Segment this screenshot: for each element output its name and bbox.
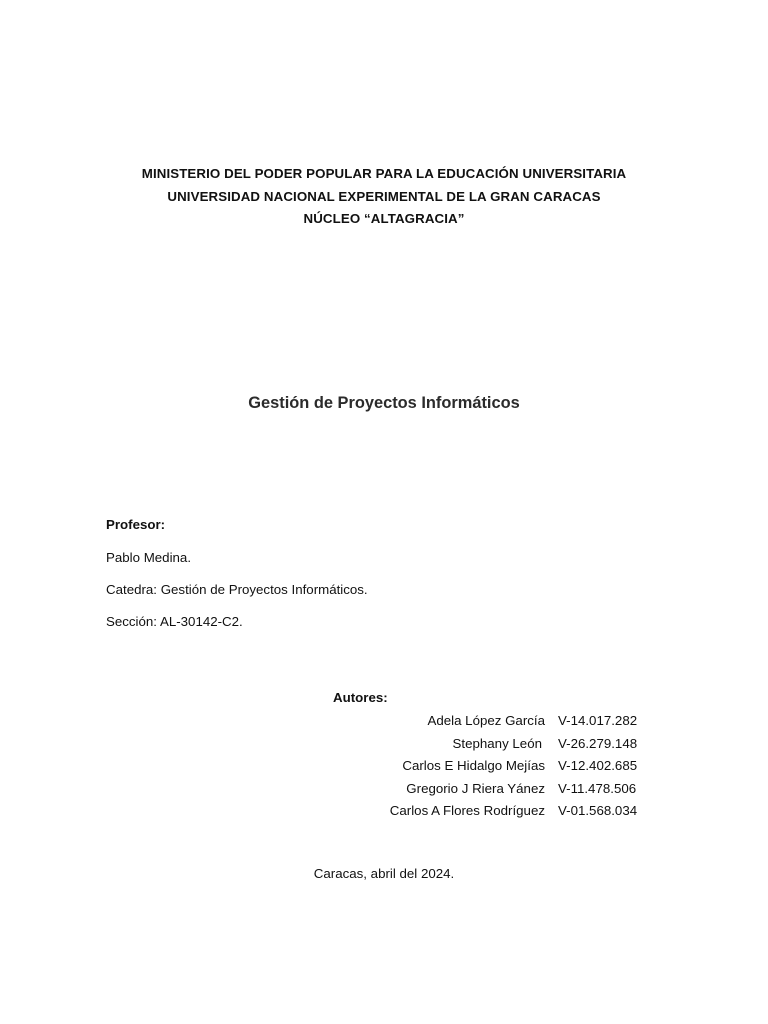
author-id: V-11.478.506 bbox=[558, 780, 637, 796]
header-ministry: MINISTERIO DEL PODER POPULAR PARA LA EDUCACIÓN UNIVERSITARIA bbox=[141, 166, 627, 181]
header-nucleus: NÚCLEO “ALTAGRACIA” bbox=[303, 211, 465, 226]
authors-label: Autores: bbox=[333, 690, 388, 705]
course-name: Catedra: Gestión de Proyectos Informáticos. bbox=[106, 582, 368, 597]
author-row bbox=[300, 757, 660, 780]
place-date: Caracas, abril del 2024. bbox=[313, 866, 455, 881]
author-id: V-01.568.034 bbox=[558, 803, 638, 818]
author-name: Carlos E Hidalgo Mejías bbox=[402, 758, 545, 773]
author-row bbox=[300, 780, 660, 803]
author-id: V-14.017.282 bbox=[558, 713, 638, 728]
professor-label: Profesor: bbox=[106, 517, 166, 532]
professor-name: Pablo Medina. bbox=[106, 550, 192, 565]
institution-header bbox=[0, 163, 768, 231]
author-name: Carlos A Flores Rodríguez bbox=[389, 803, 545, 818]
section-code: Sección: AL-30142-C2. bbox=[106, 614, 243, 629]
author-row bbox=[300, 735, 660, 758]
author-name: Stephany León bbox=[452, 735, 542, 751]
author-name: Adela López García bbox=[427, 713, 545, 728]
author-row bbox=[300, 712, 660, 735]
author-name: Gregorio J Riera Yánez bbox=[406, 780, 545, 796]
authors-list bbox=[300, 712, 660, 825]
document-title: Gestión de Proyectos Informáticos bbox=[248, 394, 520, 412]
author-row bbox=[300, 802, 660, 825]
header-university: UNIVERSIDAD NACIONAL EXPERIMENTAL DE LA GRAN CARACAS bbox=[167, 188, 601, 204]
author-id: V-12.402.685 bbox=[558, 758, 638, 773]
author-id: V-26.279.148 bbox=[558, 735, 638, 751]
